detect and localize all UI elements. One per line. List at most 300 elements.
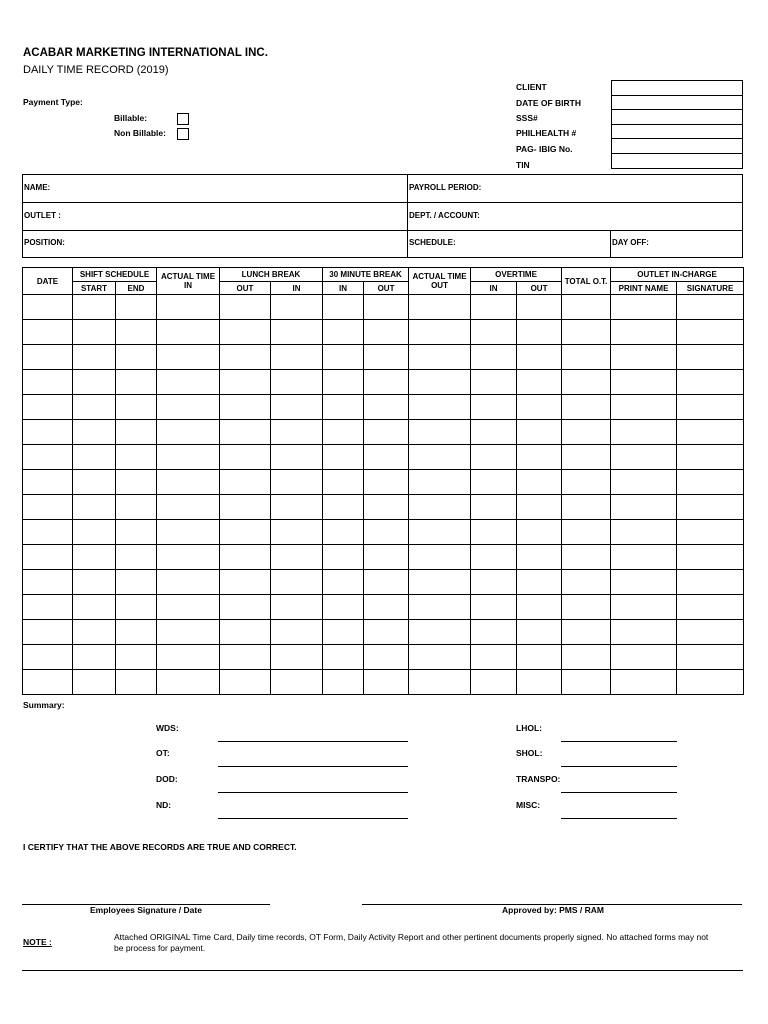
table-cell[interactable] (471, 295, 517, 320)
table-cell[interactable] (73, 570, 116, 595)
table-cell[interactable] (364, 445, 409, 470)
non-billable-checkbox[interactable] (177, 128, 189, 140)
table-cell[interactable] (562, 570, 611, 595)
table-cell[interactable] (220, 320, 271, 345)
table-cell[interactable] (611, 420, 677, 445)
transpo-label: TRANSPO: (516, 774, 561, 784)
table-cell[interactable] (23, 395, 73, 420)
lunch-in-header: IN (271, 282, 323, 295)
lunch-out-header: OUT (220, 282, 271, 295)
table-cell[interactable] (23, 570, 73, 595)
table-row (23, 595, 744, 620)
table-cell[interactable] (157, 345, 220, 370)
table-cell[interactable] (323, 595, 364, 620)
table-cell[interactable] (409, 620, 471, 645)
table-cell[interactable] (677, 595, 744, 620)
table-cell[interactable] (409, 445, 471, 470)
table-cell[interactable] (271, 395, 323, 420)
table-cell[interactable] (157, 645, 220, 670)
table-cell[interactable] (271, 495, 323, 520)
table-cell[interactable] (677, 420, 744, 445)
table-cell[interactable] (471, 495, 517, 520)
wds-label: WDS: (156, 723, 179, 733)
table-cell[interactable] (517, 645, 562, 670)
lhol-label: LHOL: (516, 723, 542, 733)
table-cell[interactable] (157, 445, 220, 470)
print-name-header: PRINT NAME (611, 282, 677, 295)
table-cell[interactable] (562, 345, 611, 370)
table-cell[interactable] (364, 620, 409, 645)
table-cell[interactable] (271, 470, 323, 495)
table-cell[interactable] (677, 295, 744, 320)
table-cell[interactable] (517, 620, 562, 645)
table-cell[interactable] (157, 670, 220, 695)
table-cell[interactable] (23, 495, 73, 520)
divider (22, 230, 743, 231)
misc-label: MISC: (516, 800, 541, 810)
table-cell[interactable] (73, 620, 116, 645)
table-cell[interactable] (517, 520, 562, 545)
table-cell[interactable] (471, 445, 517, 470)
table-cell[interactable] (677, 445, 744, 470)
table-cell[interactable] (116, 445, 157, 470)
table-cell[interactable] (677, 620, 744, 645)
table-cell[interactable] (157, 320, 220, 345)
table-cell[interactable] (562, 645, 611, 670)
table-cell[interactable] (517, 370, 562, 395)
tin-field[interactable] (612, 153, 743, 168)
table-cell[interactable] (517, 470, 562, 495)
day-off-field[interactable]: DAY OFF: (612, 238, 649, 247)
table-cell[interactable] (611, 545, 677, 570)
table-row (23, 345, 744, 370)
table-cell[interactable] (220, 570, 271, 595)
table-cell[interactable] (611, 445, 677, 470)
table-cell[interactable] (611, 295, 677, 320)
overtime-header: OVERTIME (471, 268, 562, 282)
table-cell[interactable] (471, 420, 517, 445)
table-cell[interactable] (23, 320, 73, 345)
table-cell[interactable] (116, 520, 157, 545)
table-cell[interactable] (677, 670, 744, 695)
table-cell[interactable] (364, 395, 409, 420)
table-cell[interactable] (271, 370, 323, 395)
table-cell[interactable] (471, 620, 517, 645)
time-record-table (22, 267, 744, 695)
table-cell[interactable] (157, 570, 220, 595)
table-cell[interactable] (562, 295, 611, 320)
name-field[interactable]: NAME: (24, 183, 51, 192)
actual-time-out-header: ACTUAL TIME OUT (409, 268, 471, 295)
outlet-field[interactable]: OUTLET : (24, 211, 61, 220)
table-cell[interactable] (409, 645, 471, 670)
table-cell[interactable] (611, 620, 677, 645)
misc-field[interactable] (561, 818, 677, 819)
table-cell[interactable] (677, 545, 744, 570)
table-cell[interactable] (364, 420, 409, 445)
table-cell[interactable] (677, 345, 744, 370)
table-cell[interactable] (23, 645, 73, 670)
table-cell[interactable] (409, 495, 471, 520)
table-row (23, 670, 744, 695)
table-cell[interactable] (220, 420, 271, 445)
table-cell[interactable] (364, 370, 409, 395)
table-cell[interactable] (562, 320, 611, 345)
table-row (23, 370, 744, 395)
table-cell[interactable] (157, 470, 220, 495)
table-row (23, 570, 744, 595)
table-cell[interactable] (323, 420, 364, 445)
table-cell[interactable] (409, 420, 471, 445)
table-cell[interactable] (271, 645, 323, 670)
table-cell[interactable] (116, 645, 157, 670)
table-cell[interactable] (220, 445, 271, 470)
table-cell[interactable] (517, 320, 562, 345)
table-cell[interactable] (517, 545, 562, 570)
table-cell[interactable] (517, 670, 562, 695)
info-fields-box (611, 80, 743, 169)
table-cell[interactable] (73, 320, 116, 345)
table-cell[interactable] (73, 445, 116, 470)
outlet-in-charge-header: OUTLET IN-CHARGE (611, 268, 744, 282)
shol-field[interactable] (561, 766, 677, 767)
table-cell[interactable] (611, 370, 677, 395)
table-cell[interactable] (23, 670, 73, 695)
table-cell[interactable] (73, 670, 116, 695)
note-label: NOTE : (23, 937, 52, 947)
sss-label: SSS# (516, 113, 538, 123)
table-cell[interactable] (364, 520, 409, 545)
dept-account-field[interactable]: DEPT. / ACCOUNT: (409, 211, 480, 220)
table-cell[interactable] (562, 670, 611, 695)
table-cell[interactable] (677, 520, 744, 545)
non-billable-label: Non Billable: (114, 128, 166, 138)
table-row (23, 495, 744, 520)
table-cell[interactable] (364, 545, 409, 570)
table-cell[interactable] (611, 470, 677, 495)
table-cell[interactable] (116, 320, 157, 345)
table-cell[interactable] (73, 495, 116, 520)
table-cell[interactable] (116, 545, 157, 570)
table-cell[interactable] (271, 445, 323, 470)
table-cell[interactable] (323, 520, 364, 545)
table-row (23, 545, 744, 570)
table-cell[interactable] (611, 495, 677, 520)
table-cell[interactable] (364, 645, 409, 670)
table-row (23, 445, 744, 470)
table-cell[interactable] (23, 345, 73, 370)
table-cell[interactable] (562, 470, 611, 495)
table-cell[interactable] (517, 595, 562, 620)
table-cell[interactable] (23, 595, 73, 620)
table-cell[interactable] (409, 595, 471, 620)
table-row (23, 320, 744, 345)
table-cell[interactable] (323, 370, 364, 395)
table-cell[interactable] (116, 395, 157, 420)
table-cell[interactable] (409, 395, 471, 420)
payroll-period-field[interactable]: PAYROLL PERIOD: (409, 183, 482, 192)
table-cell[interactable] (271, 345, 323, 370)
table-cell[interactable] (220, 370, 271, 395)
table-cell[interactable] (409, 345, 471, 370)
table-cell[interactable] (409, 545, 471, 570)
end-header: END (116, 282, 157, 295)
table-cell[interactable] (116, 595, 157, 620)
table-cell[interactable] (611, 395, 677, 420)
table-cell[interactable] (220, 495, 271, 520)
table-cell[interactable] (220, 545, 271, 570)
approved-by-label: Approved by: PMS / RAM (502, 905, 605, 915)
table-cell[interactable] (116, 345, 157, 370)
table-cell[interactable] (23, 520, 73, 545)
table-cell[interactable] (471, 370, 517, 395)
table-cell[interactable] (116, 470, 157, 495)
table-cell[interactable] (409, 520, 471, 545)
table-cell[interactable] (271, 595, 323, 620)
table-cell[interactable] (73, 645, 116, 670)
table-cell[interactable] (611, 520, 677, 545)
philhealth-label: PHILHEALTH # (516, 128, 577, 138)
ot-field[interactable] (218, 766, 408, 767)
client-label: CLIENT (516, 82, 547, 92)
table-cell[interactable] (409, 670, 471, 695)
table-cell[interactable] (23, 445, 73, 470)
table-cell[interactable] (323, 295, 364, 320)
date-of-birth-label: DATE OF BIRTH (516, 98, 582, 108)
table-cell[interactable] (562, 620, 611, 645)
table-cell[interactable] (73, 420, 116, 445)
table-cell[interactable] (364, 595, 409, 620)
table-cell[interactable] (562, 370, 611, 395)
table-cell[interactable] (517, 420, 562, 445)
table-cell[interactable] (116, 570, 157, 595)
table-cell[interactable] (73, 295, 116, 320)
table-cell[interactable] (73, 520, 116, 545)
bottom-rule (22, 970, 743, 971)
table-cell[interactable] (323, 620, 364, 645)
table-cell[interactable] (23, 620, 73, 645)
table-cell[interactable] (220, 470, 271, 495)
table-cell[interactable] (271, 320, 323, 345)
table-cell[interactable] (409, 295, 471, 320)
table-cell[interactable] (364, 470, 409, 495)
table-cell[interactable] (323, 645, 364, 670)
table-cell[interactable] (471, 470, 517, 495)
table-cell[interactable] (220, 520, 271, 545)
table-cell[interactable] (562, 420, 611, 445)
philhealth-field[interactable] (612, 124, 743, 139)
table-cell[interactable] (562, 520, 611, 545)
table-cell[interactable] (364, 320, 409, 345)
table-cell[interactable] (677, 395, 744, 420)
table-cell[interactable] (611, 670, 677, 695)
table-cell[interactable] (409, 320, 471, 345)
ot-label: OT: (156, 748, 170, 758)
table-cell[interactable] (116, 670, 157, 695)
date-of-birth-field[interactable] (612, 95, 743, 110)
table-cell[interactable] (116, 295, 157, 320)
table-cell[interactable] (471, 595, 517, 620)
divider (610, 230, 611, 258)
table-cell[interactable] (220, 595, 271, 620)
table-cell[interactable] (323, 495, 364, 520)
table-cell[interactable] (157, 495, 220, 520)
table-cell[interactable] (471, 320, 517, 345)
dod-label: DOD: (156, 774, 178, 784)
table-cell[interactable] (157, 295, 220, 320)
table-cell[interactable] (116, 420, 157, 445)
break-in-header: IN (323, 282, 364, 295)
table-cell[interactable] (517, 570, 562, 595)
table-cell[interactable] (562, 595, 611, 620)
table-cell[interactable] (271, 545, 323, 570)
table-cell[interactable] (23, 545, 73, 570)
table-cell[interactable] (23, 295, 73, 320)
table-cell[interactable] (517, 495, 562, 520)
dod-field[interactable] (218, 792, 408, 793)
table-cell[interactable] (364, 670, 409, 695)
table-cell[interactable] (409, 570, 471, 595)
nd-field[interactable] (218, 818, 408, 819)
table-cell[interactable] (611, 595, 677, 620)
table-row (23, 420, 744, 445)
table-cell[interactable] (157, 395, 220, 420)
table-cell[interactable] (677, 645, 744, 670)
employee-signature-label: Employees Signature / Date (90, 905, 202, 915)
table-cell[interactable] (73, 370, 116, 395)
table-cell[interactable] (471, 545, 517, 570)
overtime-in-header: IN (471, 282, 517, 295)
table-cell[interactable] (220, 620, 271, 645)
table-cell[interactable] (677, 470, 744, 495)
table-cell[interactable] (73, 345, 116, 370)
table-cell[interactable] (323, 320, 364, 345)
table-cell[interactable] (562, 545, 611, 570)
table-cell[interactable] (471, 570, 517, 595)
start-header: START (73, 282, 116, 295)
table-cell[interactable] (611, 345, 677, 370)
table-cell[interactable] (271, 670, 323, 695)
table-cell[interactable] (364, 570, 409, 595)
pagibig-field[interactable] (612, 139, 743, 154)
table-cell[interactable] (73, 595, 116, 620)
overtime-out-header: OUT (517, 282, 562, 295)
summary-label: Summary: (23, 700, 65, 710)
table-cell[interactable] (23, 420, 73, 445)
table-cell[interactable] (517, 295, 562, 320)
table-cell[interactable] (562, 445, 611, 470)
table-cell[interactable] (323, 395, 364, 420)
table-cell[interactable] (517, 395, 562, 420)
table-cell[interactable] (323, 670, 364, 695)
table-cell[interactable] (157, 370, 220, 395)
table-cell[interactable] (677, 495, 744, 520)
table-cell[interactable] (157, 520, 220, 545)
table-cell[interactable] (364, 495, 409, 520)
certification-statement: I CERTIFY THAT THE ABOVE RECORDS ARE TRUE AND CORRECT. (23, 842, 297, 852)
table-cell[interactable] (73, 395, 116, 420)
table-cell[interactable] (271, 570, 323, 595)
table-row (23, 645, 744, 670)
table-cell[interactable] (611, 570, 677, 595)
table-cell[interactable] (562, 395, 611, 420)
table-cell[interactable] (271, 420, 323, 445)
table-cell[interactable] (157, 595, 220, 620)
signature-header: SIGNATURE (677, 282, 744, 295)
table-cell[interactable] (677, 370, 744, 395)
table-cell[interactable] (220, 345, 271, 370)
lunch-break-header: LUNCH BREAK (220, 268, 323, 282)
table-cell[interactable] (611, 320, 677, 345)
table-cell[interactable] (364, 345, 409, 370)
table-cell[interactable] (323, 545, 364, 570)
table-cell[interactable] (471, 645, 517, 670)
table-cell[interactable] (677, 320, 744, 345)
table-cell[interactable] (409, 370, 471, 395)
table-cell[interactable] (323, 445, 364, 470)
table-cell[interactable] (611, 645, 677, 670)
shift-schedule-header: SHIFT SCHEDULE (73, 268, 157, 282)
table-cell[interactable] (271, 620, 323, 645)
table-cell[interactable] (220, 395, 271, 420)
table-cell[interactable] (220, 645, 271, 670)
table-cell[interactable] (116, 370, 157, 395)
table-cell[interactable] (73, 545, 116, 570)
table-cell[interactable] (157, 620, 220, 645)
wds-field[interactable] (218, 741, 408, 742)
table-cell[interactable] (23, 470, 73, 495)
table-cell[interactable] (73, 470, 116, 495)
sss-field[interactable] (612, 110, 743, 125)
table-cell[interactable] (517, 445, 562, 470)
transpo-field[interactable] (561, 792, 677, 793)
note-text-line-1: Attached ORIGINAL Time Card, Daily time records, OT Form, Daily Activity Report and other pertinent documents properly signed. No attached forms may not (114, 932, 709, 942)
table-cell[interactable] (471, 670, 517, 695)
table-cell[interactable] (116, 495, 157, 520)
table-cell[interactable] (562, 495, 611, 520)
billable-label: Billable: (114, 113, 148, 123)
table-cell[interactable] (517, 345, 562, 370)
table-row (23, 295, 744, 320)
table-cell[interactable] (220, 295, 271, 320)
table-cell[interactable] (471, 520, 517, 545)
table-cell[interactable] (23, 370, 73, 395)
table-cell[interactable] (271, 295, 323, 320)
client-field[interactable] (612, 81, 743, 96)
form-title: DAILY TIME RECORD (2019) (23, 64, 169, 76)
payment-type-label: Payment Type: (23, 97, 83, 107)
table-cell[interactable] (116, 620, 157, 645)
table-cell[interactable] (271, 520, 323, 545)
table-cell[interactable] (157, 545, 220, 570)
table-cell[interactable] (471, 395, 517, 420)
table-cell[interactable] (157, 420, 220, 445)
billable-checkbox[interactable] (177, 113, 189, 125)
table-cell[interactable] (323, 570, 364, 595)
table-cell[interactable] (677, 570, 744, 595)
lhol-field[interactable] (561, 741, 677, 742)
table-cell[interactable] (409, 470, 471, 495)
table-cell[interactable] (364, 295, 409, 320)
table-cell[interactable] (471, 345, 517, 370)
table-cell[interactable] (220, 670, 271, 695)
table-row (23, 395, 744, 420)
table-cell[interactable] (323, 345, 364, 370)
position-field[interactable]: POSITION: (24, 238, 65, 247)
schedule-field[interactable]: SCHEDULE: (409, 238, 456, 247)
tin-label: TIN (516, 160, 530, 170)
table-cell[interactable] (323, 470, 364, 495)
